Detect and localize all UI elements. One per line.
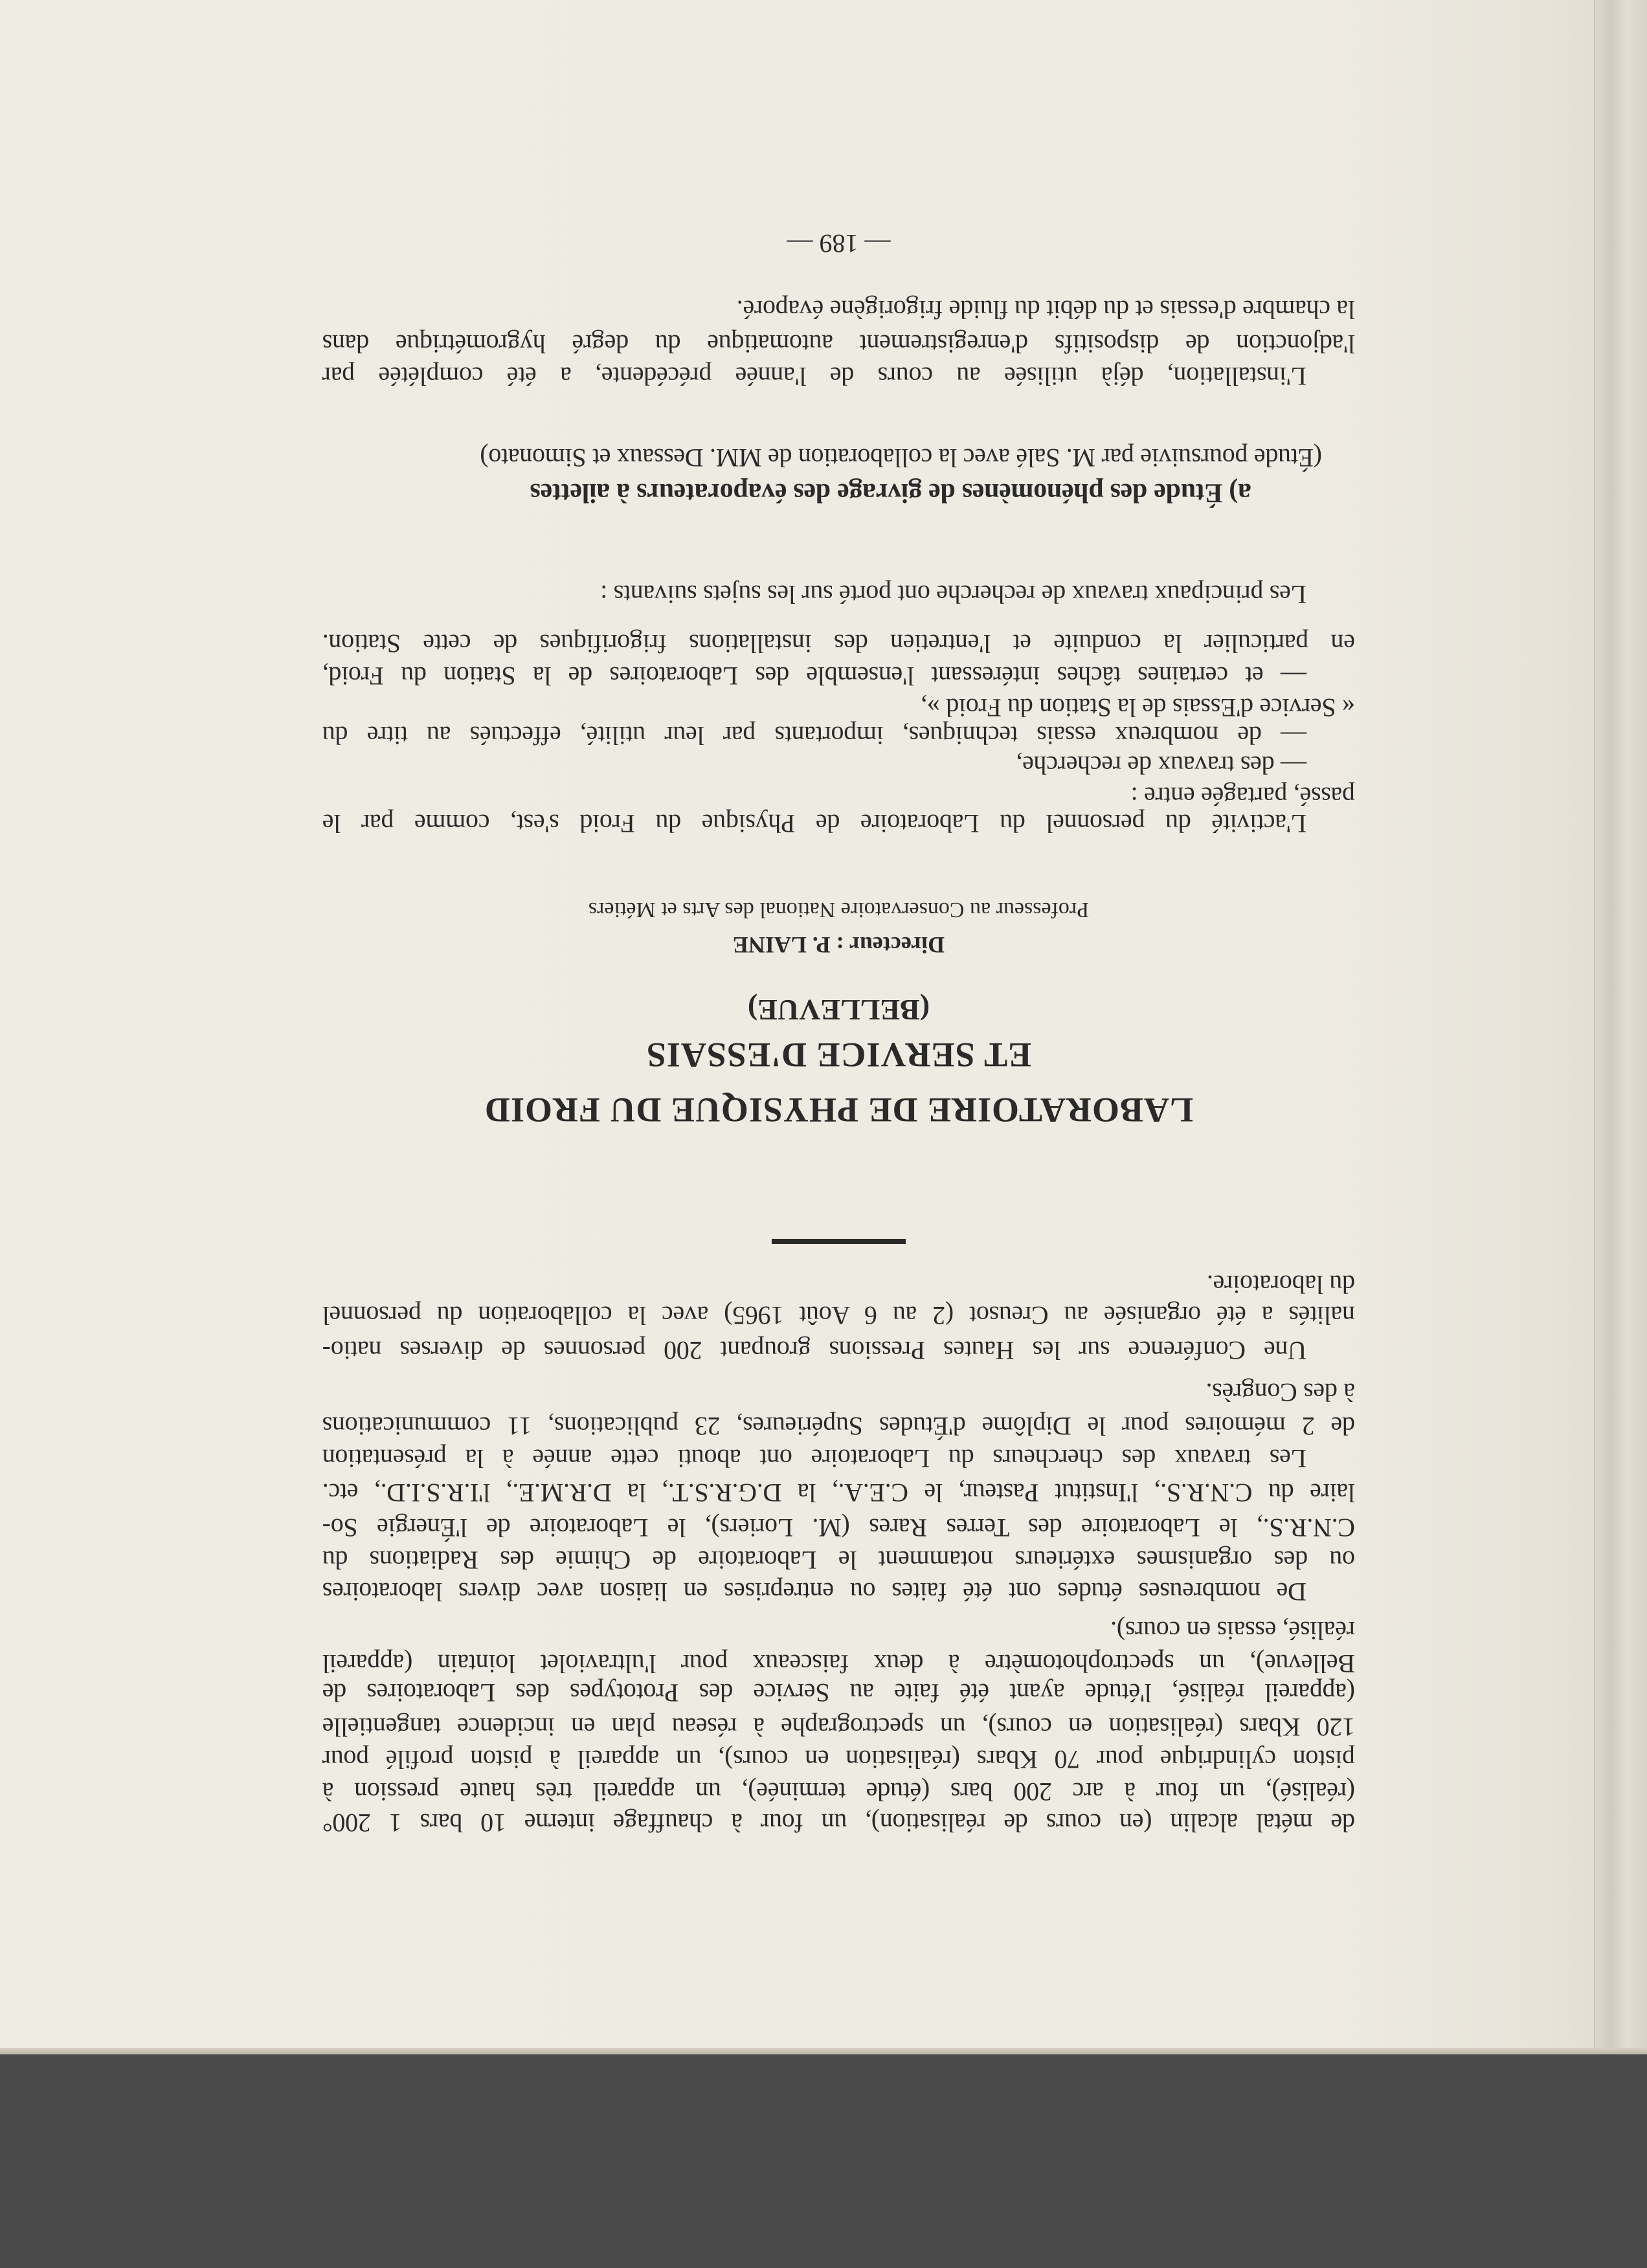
text-line: De nombreuses études ont été faites ou entreprises en liaison avec divers laboratoires <box>322 1577 1306 1606</box>
text-line: Une Conférence sur les Hautes Pressions groupant 200 personnes de diverses natio- <box>322 1336 1306 1365</box>
text-line: L'activité du personnel du Laboratoire de Physique du Froid s'est, comme par le <box>322 809 1306 838</box>
text-line: de métal alcalin (en cours de réalisation), un four à chauffage interne 10 bars 1 200° <box>322 1808 1355 1838</box>
text-line: réalisé, essais en cours). <box>1110 1616 1355 1645</box>
text-line: ou des organismes extérieurs notamment le Laboratoire de Chimie des Radiations du <box>322 1546 1355 1575</box>
text-line: Bellevue), un spectrophotomètre à deux faisceaux pour l'ultraviolet lointain (appareil <box>322 1649 1355 1678</box>
page-number: — 189 — <box>787 229 891 258</box>
list-item: — des travaux de recherche, <box>1016 751 1306 780</box>
section-divider <box>772 1239 906 1244</box>
section-location: (BELLEVUE) <box>747 994 930 1027</box>
text-line: piston cylindrique pour 70 Kbars (réalisation en cours), un appareil à piston profilé pour <box>322 1745 1355 1774</box>
text-line: Les travaux des chercheurs du Laboratoire ont abouti cette année à la présentation <box>322 1444 1306 1473</box>
text-line: du laboratoire. <box>1207 1270 1355 1299</box>
list-item: — et certaines tâches intéressant l'ensemble des Laboratoires de la Station du Froid, <box>322 662 1306 691</box>
text-line: passé, partagée entre : <box>1130 782 1355 811</box>
text-line: à des Congrès. <box>1205 1378 1355 1407</box>
director-name: Directeur : P. LAINE <box>732 932 945 958</box>
text-line: de 2 mémoires pour le Diplôme d'Études Supérieures, 23 publications, 11 communications <box>322 1412 1355 1441</box>
list-item: — de nombreux essais techniques, importants par leur utilité, effectués au titre du <box>322 721 1306 750</box>
text-line: 120 Kbars (réalisation en cours), un spectrographe à réseau plan en incidence tangentielle <box>322 1713 1355 1742</box>
text-line: en particulier la conduite et l'entretien des installations frigorifiques de cette Station. <box>322 629 1355 658</box>
section-title: LABORATOIRE DE PHYSIQUE DU FROID <box>484 1091 1194 1129</box>
text-line: « Service d'Essais de la Station du Froid », <box>921 693 1355 722</box>
section-title-line2: ET SERVICE D'ESSAIS <box>645 1036 1032 1074</box>
text-line: (réalisé), un four à arc 200 bars (étude terminée), un appareil très haute pression à <box>322 1777 1355 1807</box>
text-line: C.N.R.S., le Laboratoire des Terres Rares (M. Loriers), le Laboratoire de l'Énergie So- <box>322 1513 1355 1542</box>
director-role: Professeur au Conservatoire National des Arts et Métiers <box>588 898 1090 922</box>
text-line: (appareil réalisé, l'étude ayant été faite au Service des Prototypes des Laboratoires de <box>322 1678 1355 1707</box>
text-line: Les principaux travaux de recherche ont porté sur les sujets suivants : <box>600 580 1306 609</box>
subsection-credit: (Étude poursuivie par M. Salé avec la collaboration de MM. Dessaux et Simonato) <box>480 443 1322 472</box>
text-line: nalités a été organisée au Creusot (2 au 6 Août 1965) avec la collaboration du personnel <box>322 1301 1355 1330</box>
text-line: l'adjonction de dispositifs d'enregistrement automatique du degré hygrométrique dans <box>322 329 1355 359</box>
text-line: laire du C.N.R.S., l'Institut Pasteur, le C.E.A., la D.G.R.S.T., la D.R.M.E., l'I.R.S.I.D., etc. <box>322 1478 1355 1507</box>
text-line: L'installation, déjà utilisée au cours de l'année précédente, a été complétée par <box>322 362 1306 391</box>
text-line: la chambre d'essais et du débit du fluide frigorigène évaporé. <box>737 295 1355 324</box>
subsection-heading: a) Étude des phénomènes de givrage des évaporateurs à ailettes <box>530 478 1251 507</box>
